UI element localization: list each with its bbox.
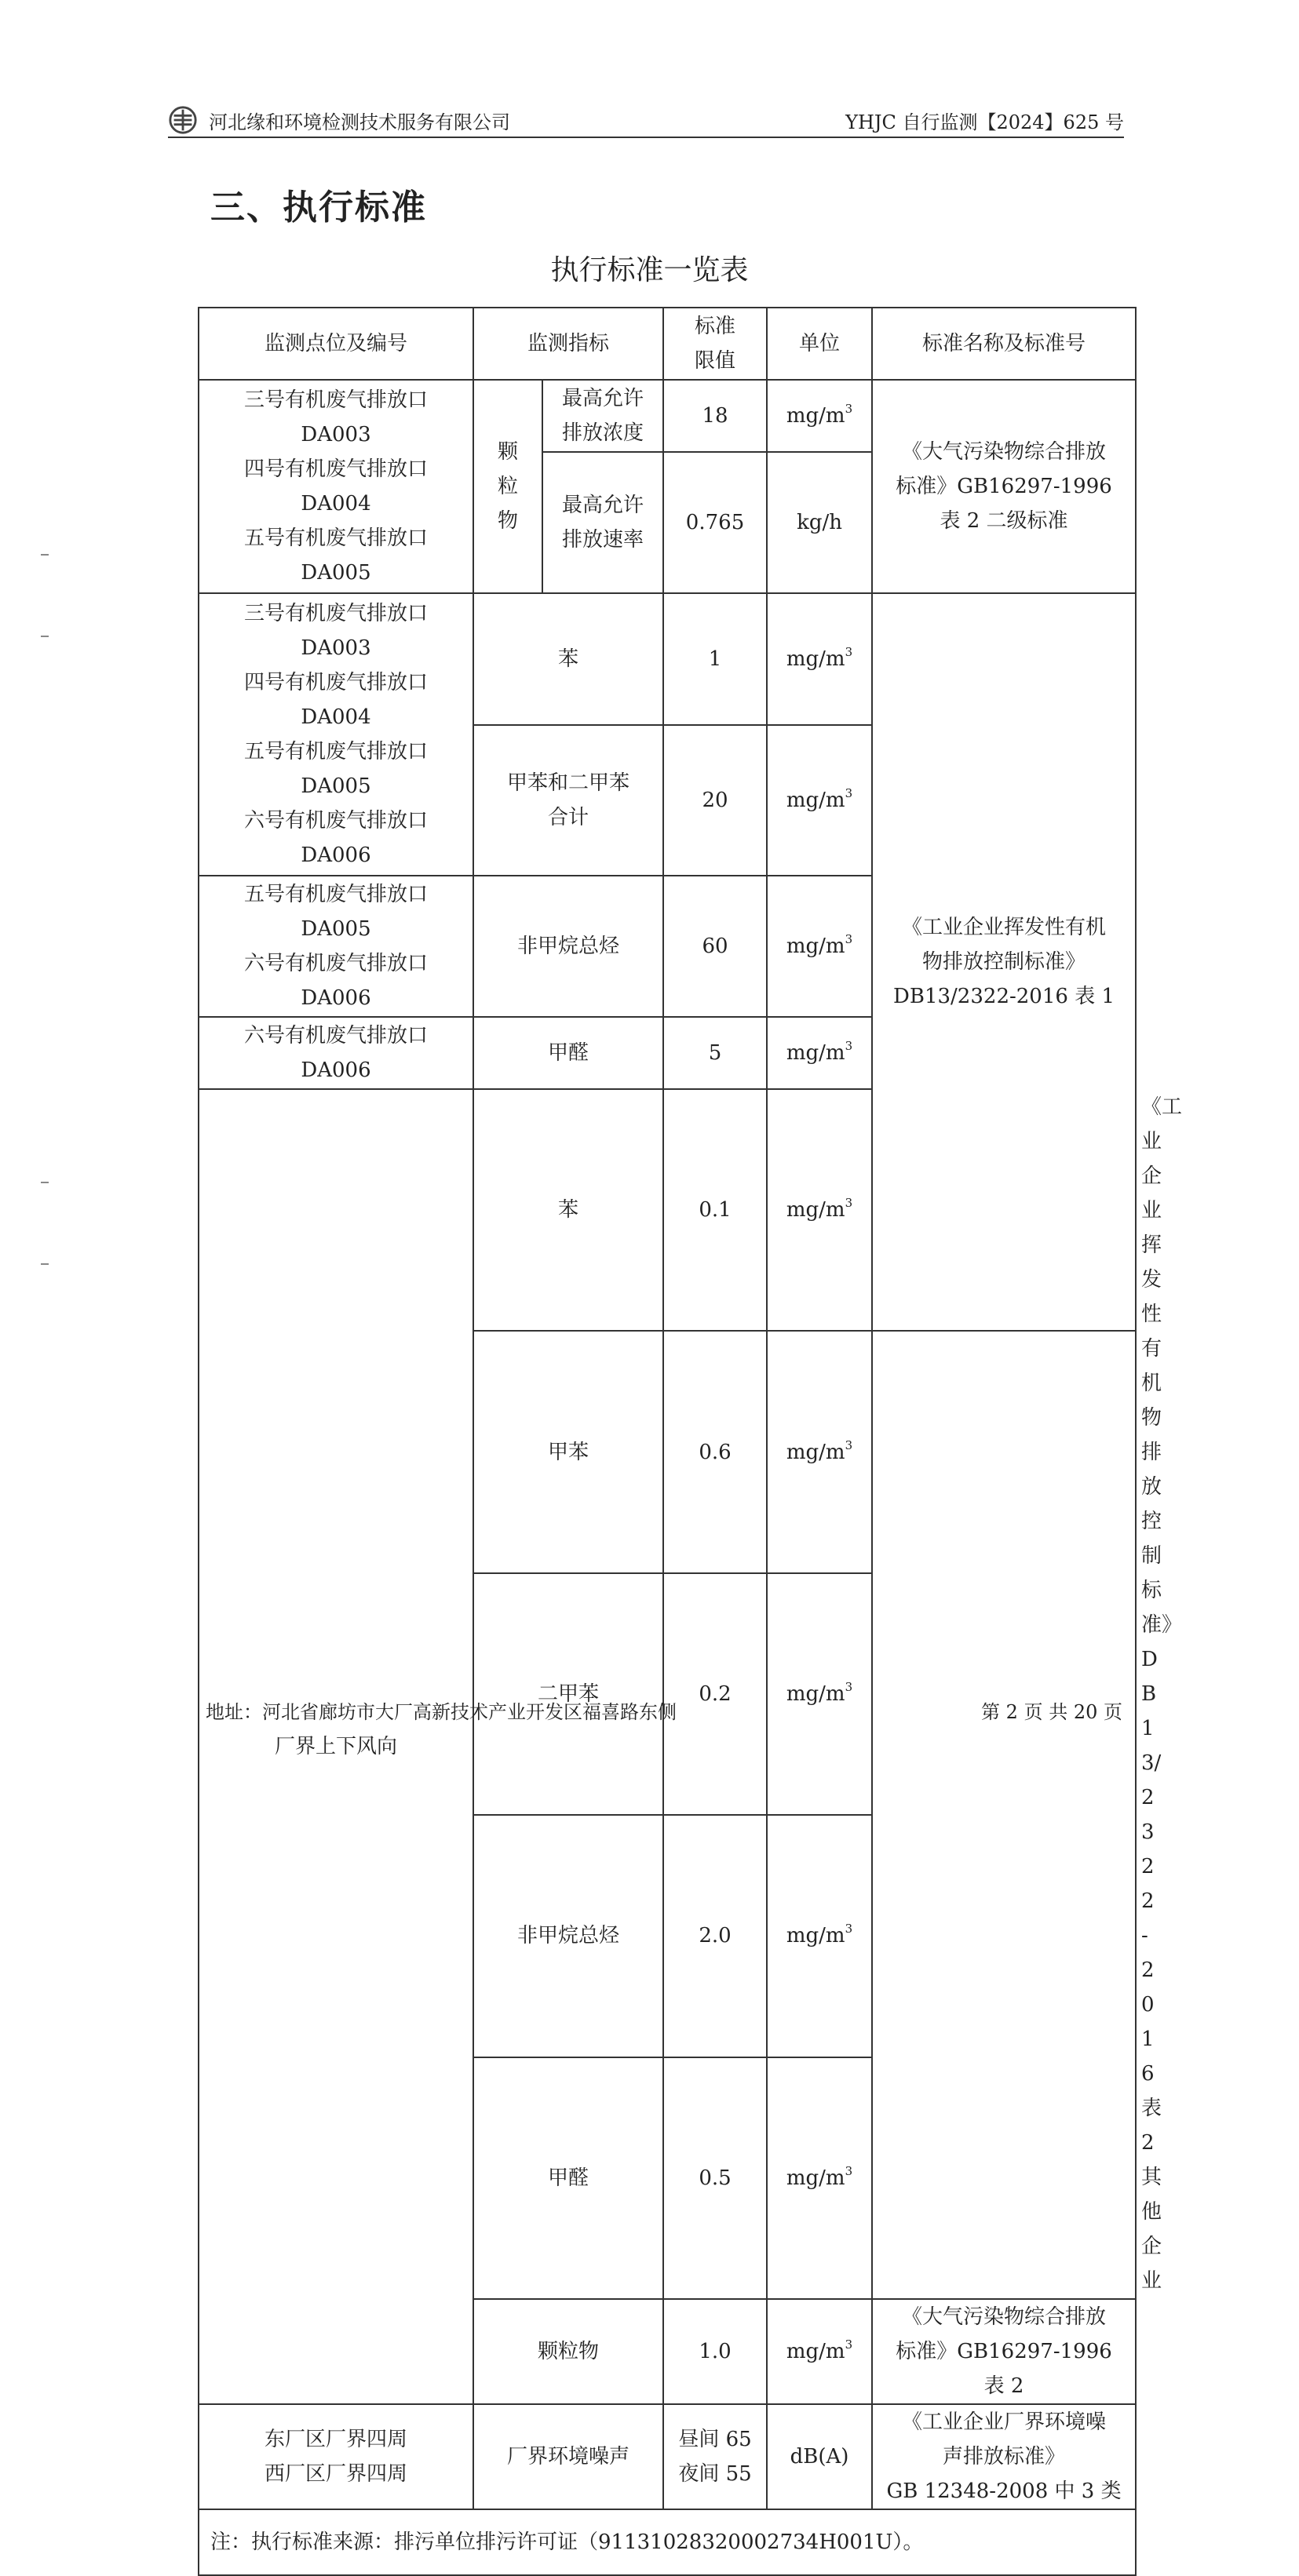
- unit-value: dB(A): [767, 2404, 872, 2509]
- limit-value: 0.5: [663, 2057, 767, 2299]
- unit-value: $mg/m^3$: [767, 2057, 872, 2299]
- sub-indicator: 最高允许 排放浓度: [542, 380, 663, 452]
- col-unit: 单位: [767, 308, 872, 380]
- indicator: 甲醛: [473, 2057, 663, 2299]
- limit-value: 60: [663, 876, 767, 1017]
- limit-value: 18: [663, 380, 767, 452]
- limit-value: 1.0: [663, 2299, 767, 2404]
- unit-value: kg/h: [767, 452, 872, 593]
- limit-value: 1: [663, 593, 767, 725]
- unit-value: $mg/m^3$: [767, 593, 872, 725]
- table-row: [199, 593, 1136, 725]
- monitoring-points: 三号有机废气排放口 DA003 四号有机废气排放口 DA004 五号有机废气排放口 DA005 六号有机废气排放口 DA006: [199, 593, 473, 876]
- standard-name: 《工业企业挥发性有机 物排放控制标准》 DB13/2322-2016 表 1: [872, 593, 1136, 1331]
- indicator: 甲醛: [473, 1017, 663, 1089]
- limit-value: 0.1: [663, 1089, 767, 1331]
- table-note-row: [199, 2509, 1136, 2575]
- unit-value: $mg/m^3$: [767, 1089, 872, 1331]
- table-note: 注：执行标准来源：排污单位排污许可证（91131028320002734H001U）。: [199, 2509, 1136, 2575]
- indicator: 甲苯: [473, 1331, 663, 1572]
- table-header-row: [199, 308, 1136, 380]
- monitoring-points: 厂界上下风向: [199, 1089, 473, 2404]
- indicator: 非甲烷总烃: [473, 1815, 663, 2057]
- margin-mark: [41, 1182, 49, 1183]
- table-title: 执行标准一览表: [550, 254, 749, 286]
- company-name: 河北缘和环境检测技术服务有限公司: [209, 111, 510, 133]
- company-logo-icon: [168, 105, 198, 135]
- unit-value: $mg/m^3$: [767, 725, 872, 876]
- footer-address: 地址：河北省廊坊市大厂高新技术产业开发区福喜路东侧: [206, 1701, 677, 1723]
- monitoring-points: 东厂区厂界四周 西厂区厂界四周: [199, 2404, 473, 2509]
- limit-value: 0.2: [663, 1573, 767, 1815]
- indicator: 苯: [473, 1089, 663, 1331]
- standard-name: 《大气污染物综合排放 标准》GB16297-1996 表 2: [872, 2299, 1136, 2404]
- standards-table: [198, 307, 1183, 2576]
- indicator: 苯: [473, 593, 663, 725]
- monitoring-points: 五号有机废气排放口 DA005 六号有机废气排放口 DA006: [199, 876, 473, 1017]
- table-row: [199, 380, 1136, 452]
- page-number: 第 2 页 共 20 页: [981, 1701, 1122, 1723]
- indicator: 厂界环境噪声: [473, 2404, 663, 2509]
- col-limit: 标准 限值: [663, 308, 767, 380]
- unit-value: $mg/m^3$: [767, 2299, 872, 2404]
- unit-value: $mg/m^3$: [767, 380, 872, 452]
- standard-name: 《大气污染物综合排放 标准》GB16297-1996 表 2 二级标准: [872, 380, 1136, 593]
- standard-name: 《工业企业厂界环境噪 声排放标准》 GB 12348-2008 中 3 类: [872, 2404, 1136, 2509]
- unit-value: $mg/m^3$: [767, 1017, 872, 1089]
- limit-value: 5: [663, 1017, 767, 1089]
- unit-value: $mg/m^3$: [767, 1573, 872, 1815]
- monitoring-points: 三号有机废气排放口 DA003 四号有机废气排放口 DA004 五号有机废气排放口 DA005: [199, 380, 473, 593]
- indicator: 二甲苯: [473, 1573, 663, 1815]
- limit-value: 2.0: [663, 1815, 767, 2057]
- margin-mark: [41, 1263, 49, 1265]
- limit-value: 昼间 65 夜间 55: [663, 2404, 767, 2509]
- limit-value: 0.765: [663, 452, 767, 593]
- table-row: [199, 2404, 1136, 2509]
- indicator: 甲苯和二甲苯 合计: [473, 725, 663, 876]
- margin-mark: [41, 636, 49, 637]
- indicator: 非甲烷总烃: [473, 876, 663, 1017]
- indicator: 颗粒物: [473, 2299, 663, 2404]
- unit-value: $mg/m^3$: [767, 1331, 872, 1572]
- page-header: [168, 102, 1124, 138]
- monitoring-points: 六号有机废气排放口 DA006: [199, 1017, 473, 1089]
- section-title: 三、执行标准: [210, 188, 427, 228]
- table-row: 厂界上下风向 苯 0.1 $mg/m^3$ 《工业企业挥发性有机 物排放控制标准》 DB13/2322-2016 表 2 其他企业: [199, 1089, 1136, 1331]
- sub-indicator: 最高允许 排放速率: [542, 452, 663, 593]
- report-number: YHJC 自行监测【2024】625 号: [845, 111, 1124, 133]
- col-standard: 标准名称及标准号: [872, 308, 1136, 380]
- unit-value: $mg/m^3$: [767, 1815, 872, 2057]
- pollutant-name: 颗 粒 物: [473, 380, 542, 593]
- margin-mark: [41, 554, 49, 556]
- col-indicator: 监测指标: [473, 308, 663, 380]
- col-point: 监测点位及编号: [199, 308, 473, 380]
- limit-value: 20: [663, 725, 767, 876]
- limit-value: 0.6: [663, 1331, 767, 1572]
- unit-value: $mg/m^3$: [767, 876, 872, 1017]
